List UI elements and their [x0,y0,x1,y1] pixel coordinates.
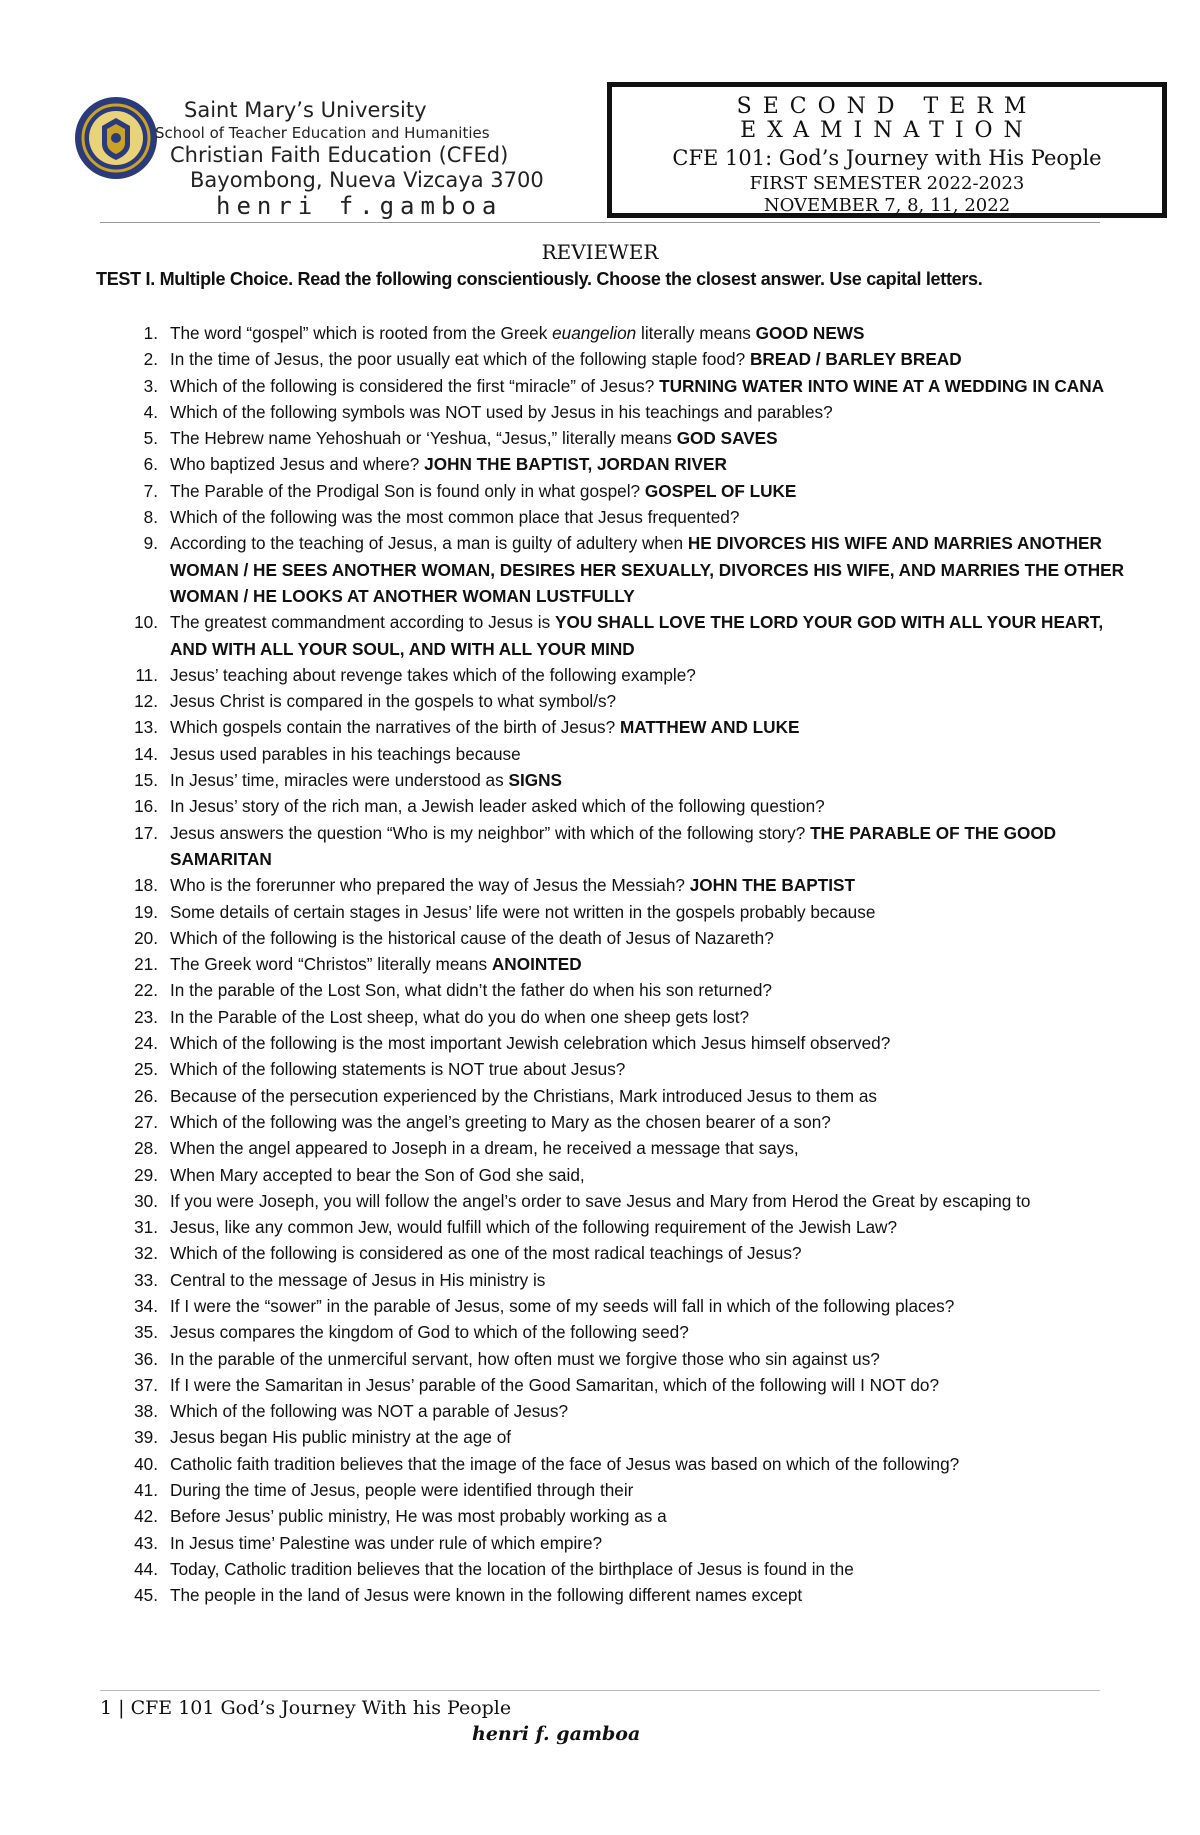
item-question: If you were Joseph, you will follow the angel’s order to save Jesus and Mary from Herod the Great by escaping to [170,1190,1031,1211]
item-answer: SIGNS [508,770,562,791]
list-item [0,1372,1200,1398]
item-number: 36. [134,1348,158,1369]
item-answer: GOOD NEWS [755,323,865,343]
list-item [0,373,1200,399]
list-item [0,478,1200,504]
exam-title: SECOND TERM EXAMINATION [736,94,1038,143]
list-item [0,1582,1200,1608]
item-question: In Jesus’ story of the rich man, a Jewish leader asked which of the following question? [170,796,825,817]
item-number: 17. [134,822,158,843]
item-question: When the angel appeared to Joseph in a dream, he received a message that says, [170,1138,799,1159]
list-item [0,977,1200,1003]
item-question: Which of the following is considered as one of the most radical teachings of Jesus? [170,1243,802,1264]
item-question: The people in the land of Jesus were known in the following different names except [170,1585,803,1606]
item-answer: BREAD / BARLEY BREAD [749,349,962,370]
item-number: 42. [134,1506,158,1527]
list-item [0,609,1200,662]
item-number: 27. [134,1111,158,1132]
list-item [0,451,1200,477]
list-item [0,1319,1200,1345]
item-question: In Jesus’ time, miracles were understood as [170,770,509,791]
item-answer: GOD SAVES [676,428,778,449]
item-number: 1. [143,323,158,343]
question-list [0,320,1200,1609]
list-item [0,714,1200,740]
item-question: If I were the “sower” in the parable of Jesus, some of my seeds will fall in which of the following places? [170,1295,955,1316]
item-question: Jesus answers the question “Who is my neighbor” with which of the following story? [170,822,811,843]
item-question: In the parable of the Lost Son, what didn’t the father do when his son returned? [170,980,772,1001]
university-address: Bayombong, Nueva Vizcaya 3700 [190,168,544,192]
item-number: 35. [134,1322,158,1343]
item-answer: HE DIVORCES HIS WIFE AND MARRIES ANOTHER WOMAN / HE SEES ANOTHER WOMAN, DESIRES HER SEXUALLY, DIVORCES HIS WIFE, AND MARRIES THE OTHER WOMAN / HE LOOKS AT ANOTHER WOMAN LUSTFULLY [170,533,1124,606]
item-question: The word “gospel” which is rooted from the Greek [170,323,553,343]
item-question: Which of the following is the most important Jewish celebration which Jesus himself observed? [170,1033,891,1054]
item-number: 23. [134,1006,158,1027]
list-item [0,1267,1200,1293]
item-number: 39. [134,1427,158,1448]
list-item [0,951,1200,977]
footer-divider [100,1690,1100,1691]
list-item [0,530,1200,609]
list-item [0,1424,1200,1450]
item-question: In Jesus time’ Palestine was under rule of which empire? [170,1532,603,1553]
item-number: 38. [134,1401,158,1422]
item-question: Which of the following was the most common place that Jesus frequented? [170,507,740,528]
item-answer: TURNING WATER INTO WINE AT A WEDDING IN CANA [659,375,1105,396]
item-number: 20. [134,927,158,948]
item-question: Who baptized Jesus and where? [170,454,425,475]
item-question: Jesus compares the kingdom of God to which of the following seed? [170,1322,689,1343]
school-name: School of Teacher Education and Humanities [155,124,490,142]
item-question: Jesus, like any common Jew, would fulfill which of the following requirement of the Jewish Law? [170,1217,898,1238]
item-number: 29. [134,1164,158,1185]
item-number: 12. [134,691,158,712]
item-number: 4. [143,401,158,422]
list-item [0,1293,1200,1319]
university-name: Saint Mary’s University [184,98,427,122]
item-number: 24. [134,1033,158,1054]
item-question: When Mary accepted to bear the Son of God she said, [170,1164,585,1185]
list-item [0,320,1200,346]
item-number: 26. [134,1085,158,1106]
item-question-emphasis: euangelion [552,323,637,343]
item-question: Jesus used parables in his teachings because [170,743,521,764]
university-seal-icon [74,96,158,180]
list-item [0,504,1200,530]
item-number: 21. [134,954,158,975]
item-question: Jesus’ teaching about revenge takes which of the following example? [170,664,696,685]
item-question: Which gospels contain the narratives of the birth of Jesus? [170,717,620,738]
item-number: 45. [134,1585,158,1606]
item-number: 32. [134,1243,158,1264]
course-title: CFE 101: God’s Journey with His People [672,146,1102,170]
item-answer: ANOINTED [491,954,582,975]
item-number: 31. [134,1217,158,1238]
item-question: Which of the following is considered the first “miracle” of Jesus? [170,375,660,396]
list-item [0,688,1200,714]
item-number: 43. [134,1532,158,1553]
item-question: Jesus began His public ministry at the age of [170,1427,512,1448]
list-item [0,741,1200,767]
item-answer: THE PARABLE OF THE GOOD SAMARITAN [170,822,1057,869]
item-number: 3. [143,375,158,396]
item-question: The greatest commandment according to Jesus is [170,612,555,633]
item-question: If I were the Samaritan in Jesus’ parable of the Good Samaritan, which of the following will I NOT do? [170,1374,940,1395]
item-number: 6. [143,454,158,475]
exam-dates: NOVEMBER 7, 8, 11, 2022 [763,195,1011,216]
exam-title-box [607,82,1167,218]
item-number: 44. [134,1558,158,1579]
item-question: Who is the forerunner who prepared the way of Jesus the Messiah? [170,875,690,896]
item-number: 15. [134,770,158,791]
list-item [0,1135,1200,1161]
list-item [0,1030,1200,1056]
list-item [0,1083,1200,1109]
list-item [0,1188,1200,1214]
list-item [0,793,1200,819]
item-number: 41. [134,1480,158,1501]
department-name: Christian Faith Education (CFEd) [170,143,509,167]
item-number: 19. [134,901,158,922]
list-item [0,1451,1200,1477]
item-question: Which of the following is the historical cause of the death of Jesus of Nazareth? [170,927,774,948]
item-question: Which of the following symbols was NOT used by Jesus in his teachings and parables? [170,401,833,422]
header-divider [100,222,1100,223]
test-instructions: TEST I. Multiple Choice. Read the following conscientiously. Choose the closest answer. Use capital letters. [96,269,983,289]
list-item [0,1346,1200,1372]
item-number: 2. [143,349,158,370]
item-number: 18. [134,875,158,896]
item-question: Which of the following was the angel’s greeting to Mary as the chosen bearer of a son? [170,1111,831,1132]
item-question: Some details of certain stages in Jesus’ life were not written in the gospels probably because [170,901,876,922]
list-item [0,767,1200,793]
list-item [0,662,1200,688]
item-question: The Greek word “Christos” literally means [170,954,492,975]
list-item [0,899,1200,925]
item-number: 28. [134,1138,158,1159]
item-question: The Parable of the Prodigal Son is found only in what gospel? [170,480,645,501]
item-number: 25. [134,1059,158,1080]
item-question: In the Parable of the Lost sheep, what do you do when one sheep gets lost? [170,1006,750,1027]
item-question: Because of the persecution experienced by the Christians, Mark introduced Jesus to them as [170,1085,877,1106]
item-question: During the time of Jesus, people were identified through their [170,1480,634,1501]
item-number: 8. [143,507,158,528]
list-item [0,1530,1200,1556]
author-name: henri f.gamboa [216,192,503,220]
list-item [0,1477,1200,1503]
list-item [0,1240,1200,1266]
item-answer: JOHN THE BAPTIST [689,875,855,896]
item-question: Central to the message of Jesus in His ministry is [170,1269,546,1290]
item-number: 13. [134,717,158,738]
list-item [0,1109,1200,1135]
list-item [0,1556,1200,1582]
item-question: In the parable of the unmerciful servant, how often must we forgive those who sin against us? [170,1348,880,1369]
item-answer: GOSPEL OF LUKE [644,480,797,501]
item-number: 7. [143,480,158,501]
item-question: Before Jesus’ public ministry, He was most probably working as a [170,1506,667,1527]
list-item [0,872,1200,898]
item-question: Today, Catholic tradition believes that the location of the birthplace of Jesus is found in the [170,1558,854,1579]
item-number: 40. [134,1453,158,1474]
item-number: 16. [134,796,158,817]
item-question: Which of the following was NOT a parable of Jesus? [170,1401,569,1422]
footer-author: henri f. gamboa [472,1723,641,1745]
item-number: 34. [134,1295,158,1316]
item-number: 5. [143,428,158,449]
list-item [0,1214,1200,1240]
list-item [0,820,1200,873]
item-question-continued: literally means [636,323,756,343]
item-question: In the time of Jesus, the poor usually eat which of the following staple food? [170,349,750,370]
item-number: 22. [134,980,158,1001]
list-item [0,925,1200,951]
item-number: 37. [134,1374,158,1395]
item-answer: JOHN THE BAPTIST, JORDAN RIVER [424,454,727,475]
item-number: 9. [143,533,158,554]
list-item [0,1056,1200,1082]
item-number: 30. [134,1190,158,1211]
item-number: 33. [134,1269,158,1290]
list-item [0,1162,1200,1188]
item-answer: MATTHEW AND LUKE [619,717,800,738]
list-item [0,346,1200,372]
semester-label: FIRST SEMESTER 2022-2023 [749,173,1025,194]
list-item [0,1398,1200,1424]
list-item [0,425,1200,451]
item-number: 10. [134,612,158,633]
item-question: According to the teaching of Jesus, a man is guilty of adultery when [170,533,688,554]
list-item [0,399,1200,425]
list-item [0,1503,1200,1529]
item-question: Catholic faith tradition believes that the image of the face of Jesus was based on which of the following? [170,1453,960,1474]
list-item [0,1004,1200,1030]
item-question: Which of the following statements is NOT true about Jesus? [170,1059,626,1080]
item-number: 14. [134,743,158,764]
item-answer: YOU SHALL LOVE THE LORD YOUR GOD WITH ALL YOUR HEART, AND WITH ALL YOUR SOUL, AND WITH ALL YOUR MIND [170,612,1104,659]
reviewer-heading: REVIEWER [541,240,659,264]
footer-page-line: 1 | CFE 101 God’s Journey With his People [100,1697,512,1719]
item-number: 11. [135,664,158,685]
item-question: The Hebrew name Yehoshuah or ‘Yeshua, “Jesus,” literally means [170,428,677,449]
item-question: Jesus Christ is compared in the gospels to what symbol/s? [170,691,617,712]
